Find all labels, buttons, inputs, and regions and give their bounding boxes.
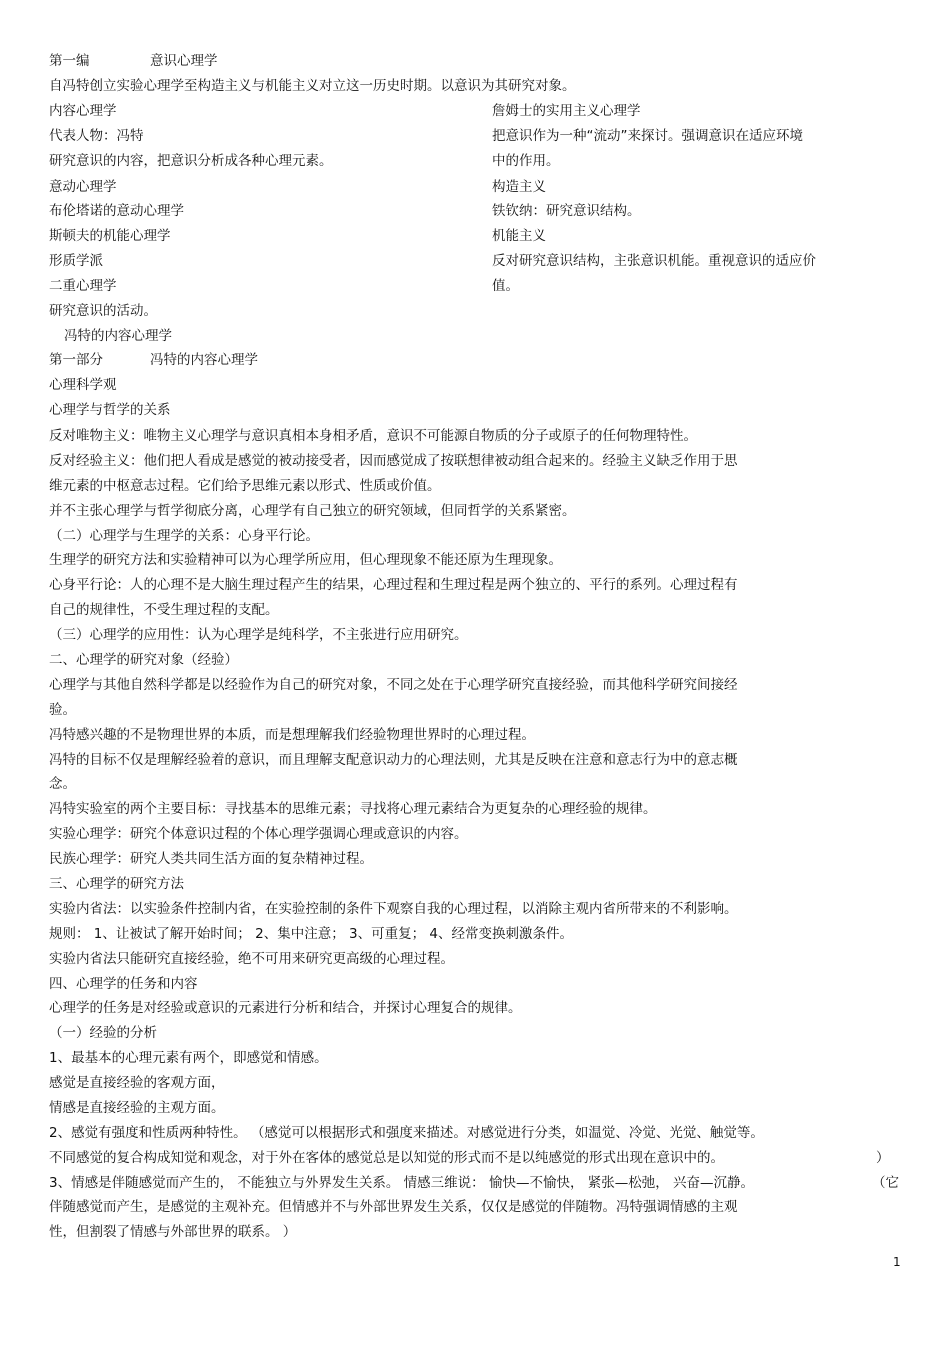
left-column-line: 内容心理学 xyxy=(49,103,117,119)
body-line: 实验心理学：研究个体意识过程的个体心理学强调心理或意识的内容。 xyxy=(49,826,468,842)
body-line: （二）心理学与生理学的关系：心身平行论。 xyxy=(49,528,319,544)
left-column-line: 意动心理学 xyxy=(49,179,117,195)
body-line: 性，但割裂了情感与外部世界的联系。 ） xyxy=(49,1224,297,1240)
body-line: 四、心理学的任务和内容 xyxy=(49,976,198,992)
body-line: 自己的规律性，不受生理过程的支配。 xyxy=(49,602,279,618)
body-line: 冯特的目标不仅是理解经验着的意识，而且理解支配意识动力的心理法则，尤其是反映在注意和意志行为中的意志概 xyxy=(49,752,738,768)
body-line: 规则： 1、让被试了解开始时间； 2、集中注意； 3、可重复； 4、经常变换刺激条件。 xyxy=(49,926,574,942)
right-column-line: 构造主义 xyxy=(492,179,546,195)
page-number: 1 xyxy=(893,1255,901,1269)
body-line: 3、情感是伴随感觉而产生的， 不能独立与外界发生关系。 情感三维说： 愉快—不愉快， 紧张—松弛， 兴奋—沉静。 xyxy=(49,1175,755,1191)
right-column-line: 铁钦纳：研究意识结构。 xyxy=(492,203,641,219)
body-line: （一）经验的分析 xyxy=(49,1025,157,1041)
body-line: 不同感觉的复合构成知觉和观念，对于外在客体的感觉总是以知觉的形式而不是以纯感觉的形式出现在意识中的。 xyxy=(49,1150,724,1166)
part-label: 第一编 xyxy=(49,53,90,69)
body-line: 并不主张心理学与哲学彻底分离，心理学有自己独立的研究领域，但同哲学的关系紧密。 xyxy=(49,503,576,519)
body-line: 2、感觉有强度和性质两种特性。 （感觉可以根据形式和强度来描述。对感觉进行分类，如温觉、冷觉、光觉、触觉等。 xyxy=(49,1125,764,1141)
left-column-line: 形质学派 xyxy=(49,253,103,269)
closing-parenthesis: ） xyxy=(876,1150,890,1166)
body-line: 心理学与其他自然科学都是以经验作为自己的研究对象，不同之处在于心理学研究直接经验，而其他科学研究间接经 xyxy=(49,677,738,693)
right-column-line: 詹姆士的实用主义心理学 xyxy=(492,103,641,119)
body-line: 冯特实验室的两个主要目标：寻找基本的思维元素；寻找将心理元素结合为更复杂的心理经验的规律。 xyxy=(49,801,657,817)
intro-paragraph: 自冯特创立实验心理学至构造主义与机能主义对立这一历史时期。以意识为其研究对象。 xyxy=(49,78,576,94)
body-line: 三、心理学的研究方法 xyxy=(49,876,184,892)
body-line: 反对唯物主义：唯物主义心理学与意识真相本身相矛盾，意识不可能源自物质的分子或原子的任何物理特性。 xyxy=(49,428,697,444)
body-line: 民族心理学：研究人类共同生活方面的复杂精神过程。 xyxy=(49,851,373,867)
body-line: 心身平行论：人的心理不是大脑生理过程产生的结果，心理过程和生理过程是两个独立的、平行的系列。心理过程有 xyxy=(49,577,738,593)
left-column-line: 二重心理学 xyxy=(49,278,117,294)
section-label: 第一部分 xyxy=(49,352,103,368)
left-column-line: 研究意识的活动。 xyxy=(49,303,157,319)
body-line: 冯特感兴趣的不是物理世界的本质，而是想理解我们经验物理世界时的心理过程。 xyxy=(49,727,535,743)
body-line: 实验内省法只能研究直接经验，绝不可用来研究更高级的心理过程。 xyxy=(49,951,454,967)
part-title: 意识心理学 xyxy=(150,53,218,69)
left-column-line: 代表人物：冯特 xyxy=(49,128,144,144)
left-column-line: 布伦塔诺的意动心理学 xyxy=(49,203,184,219)
body-line: 念。 xyxy=(49,776,76,792)
body-line: 伴随感觉而产生，是感觉的主观补充。但情感并不与外部世界发生关系，仅仅是感觉的伴随物。冯特强调情感的主观 xyxy=(49,1199,738,1215)
body-line: 感觉是直接经验的客观方面， xyxy=(49,1075,225,1091)
section-title: 冯特的内容心理学 xyxy=(150,352,258,368)
body-line: 维元素的中枢意志过程。它们给予思维元素以形式、性质或价值。 xyxy=(49,478,441,494)
right-column-line: 中的作用。 xyxy=(492,153,560,169)
right-column-line: 机能主义 xyxy=(492,228,546,244)
right-column-line: 反对研究意识结构，主张意识机能。重视意识的适应价 xyxy=(492,253,816,269)
body-line: 心理学的任务是对经验或意识的元素进行分析和结合，并探讨心理复合的规律。 xyxy=(49,1000,522,1016)
chapter-heading: 冯特的内容心理学 xyxy=(64,328,172,344)
right-column-line: 把意识作为一种“流动”来探讨。强调意识在适应环境 xyxy=(492,128,803,144)
body-line: 心理科学观 xyxy=(49,377,117,393)
left-column-line: 研究意识的内容，把意识分析成各种心理元素。 xyxy=(49,153,333,169)
body-line: 1、最基本的心理元素有两个，即感觉和情感。 xyxy=(49,1050,328,1066)
opening-parenthesis: （它 xyxy=(872,1175,899,1191)
right-column-line: 值。 xyxy=(492,278,519,294)
body-line: 反对经验主义：他们把人看成是感觉的被动接受者，因而感觉成了按联想律被动组合起来的。经验主义缺乏作用于思 xyxy=(49,453,738,469)
body-line: （三）心理学的应用性：认为心理学是纯科学，不主张进行应用研究。 xyxy=(49,627,468,643)
body-line: 实验内省法：以实验条件控制内省，在实验控制的条件下观察自我的心理过程，以消除主观内省所带来的不利影响。 xyxy=(49,901,738,917)
body-line: 生理学的研究方法和实验精神可以为心理学所应用，但心理现象不能还原为生理现象。 xyxy=(49,552,562,568)
body-line: 验。 xyxy=(49,702,76,718)
body-line: 情感是直接经验的主观方面。 xyxy=(49,1100,225,1116)
body-line: 二、心理学的研究对象（经验） xyxy=(49,652,238,668)
left-column-line: 斯顿夫的机能心理学 xyxy=(49,228,171,244)
body-line: 心理学与哲学的关系 xyxy=(49,402,171,418)
